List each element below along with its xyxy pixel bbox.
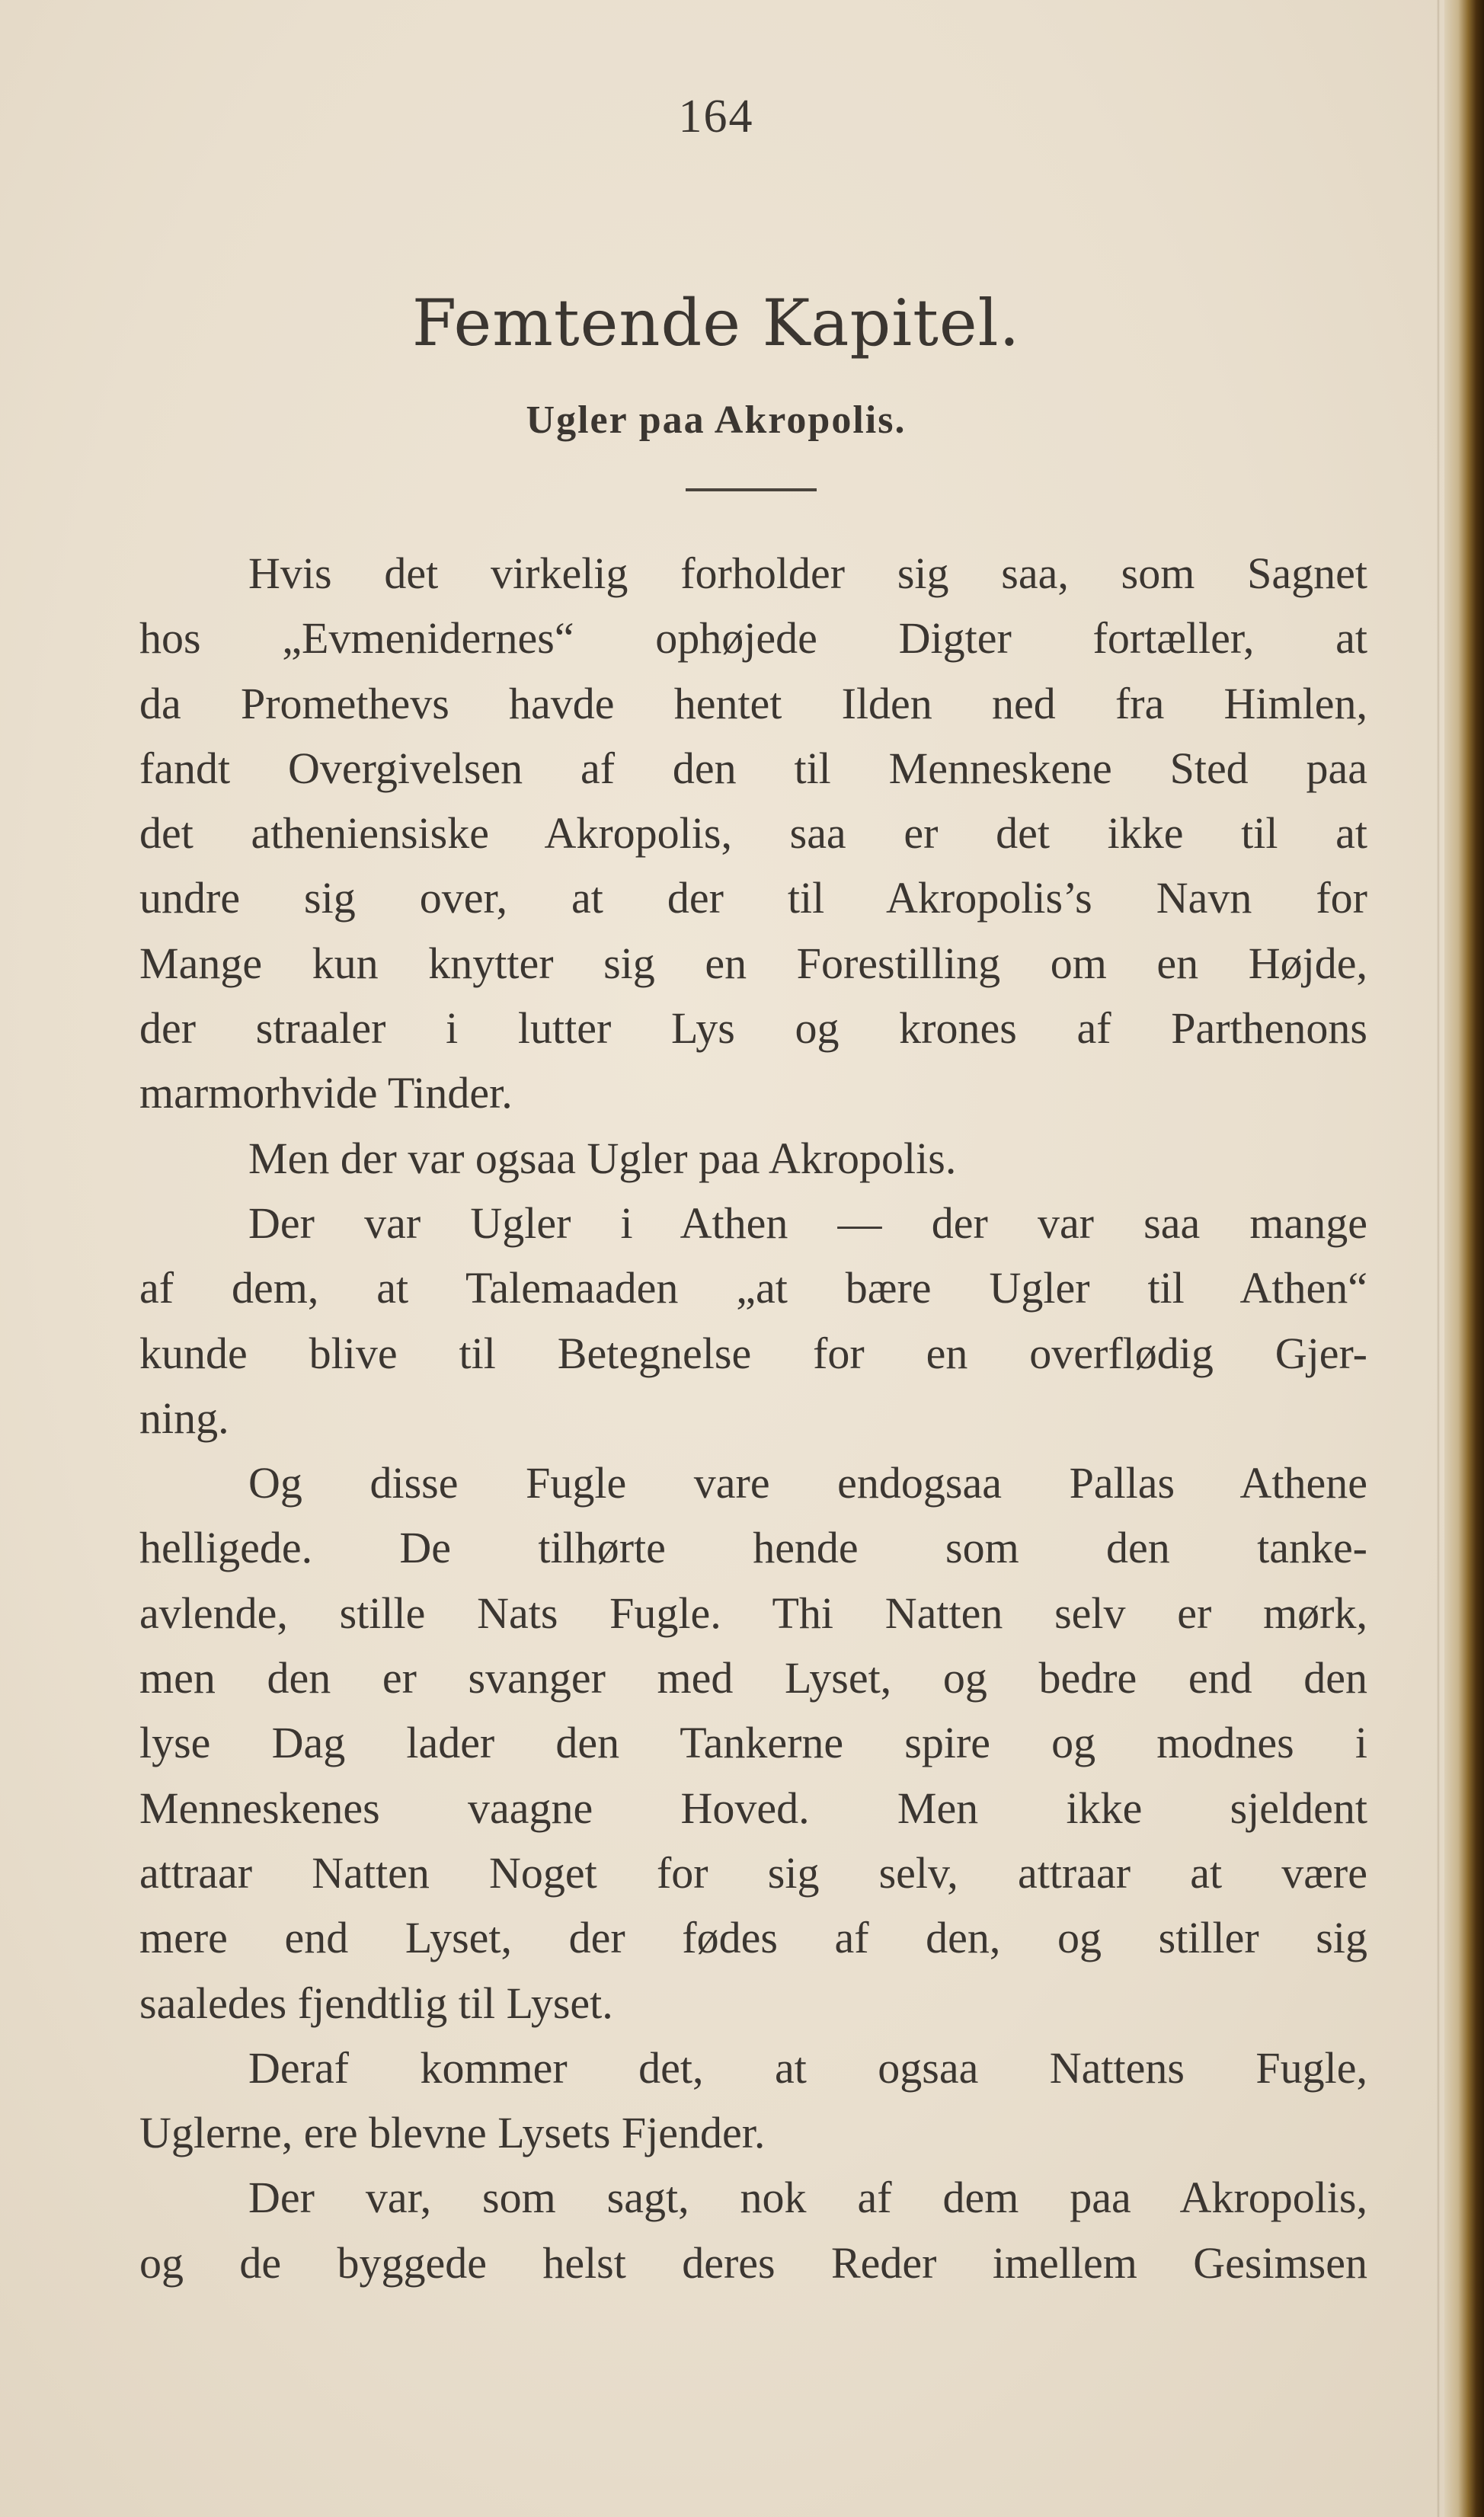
title-divider — [686, 488, 817, 491]
book-spine — [1444, 0, 1484, 2517]
text-line: kunde blive til Betegnelse for en overflødig Gjer- — [139, 1328, 1367, 1378]
text-line: fandt Overgivelsen af den til Menneskene Sted paa — [139, 743, 1367, 793]
text-line: marmorhvide Tinder. — [139, 1068, 513, 1118]
text-line: Og disse Fugle vare endogsaa Pallas Athene — [248, 1458, 1367, 1508]
text-line: men den er svanger med Lyset, og bedre end den — [139, 1653, 1367, 1703]
text-line: Uglerne, ere blevne Lysets Fjender. — [139, 2108, 766, 2158]
text-line: mere end Lyset, der fødes af den, og stiller sig — [139, 1913, 1367, 1963]
text-line: ning. — [139, 1393, 229, 1443]
text-line: Menneskenes vaagne Hoved. Men ikke sjeldent — [139, 1783, 1367, 1833]
chapter-subtitle: Ugler paa Akropolis. — [526, 398, 907, 442]
body-text — [139, 541, 1367, 2295]
page-fold-shadow — [1437, 0, 1440, 2517]
text-line: saaledes fjendtlig til Lyset. — [139, 1978, 613, 2028]
text-line: avlende, stille Nats Fugle. Thi Natten selv er mørk, — [139, 1588, 1367, 1638]
text-line: hos „Evmenidernes“ ophøjede Digter fortæller, at — [139, 613, 1367, 664]
text-line: af dem, at Talemaaden „at bære Ugler til Athen“ — [139, 1263, 1367, 1313]
text-line: lyse Dag lader den Tankerne spire og modnes i — [139, 1718, 1367, 1768]
text-line: og de byggede helst deres Reder imellem Gesimsen — [139, 2237, 1367, 2288]
chapter-title: Femtende Kapitel. — [411, 286, 1021, 360]
text-line: Hvis det virkelig forholder sig saa, som Sagnet — [248, 548, 1367, 598]
text-line: da Promethevs havde hentet Ilden ned fra Himlen, — [139, 678, 1367, 728]
text-line: attraar Natten Noget for sig selv, attraar at være — [139, 1847, 1367, 1898]
page-number: 164 — [678, 91, 754, 142]
text-line: det atheniensiske Akropolis, saa er det ikke til at — [139, 808, 1367, 859]
text-line: Mange kun knytter sig en Forestilling om en Højde, — [139, 938, 1367, 988]
text-line: helligede. De tilhørte hende som den tanke- — [139, 1523, 1367, 1573]
text-line: undre sig over, at der til Akropolis’s Navn for — [139, 873, 1367, 923]
text-line: Men der var ogsaa Ugler paa Akropolis. — [248, 1133, 957, 1183]
text-line: Deraf kommer det, at ogsaa Nattens Fugle, — [248, 2042, 1367, 2093]
text-line: Der var Ugler i Athen — der var saa mange — [248, 1198, 1367, 1248]
text-line: Der var, som sagt, nok af dem paa Akropolis, — [248, 2173, 1367, 2223]
text-line: der straaler i lutter Lys og krones af Parthenons — [139, 1003, 1367, 1054]
